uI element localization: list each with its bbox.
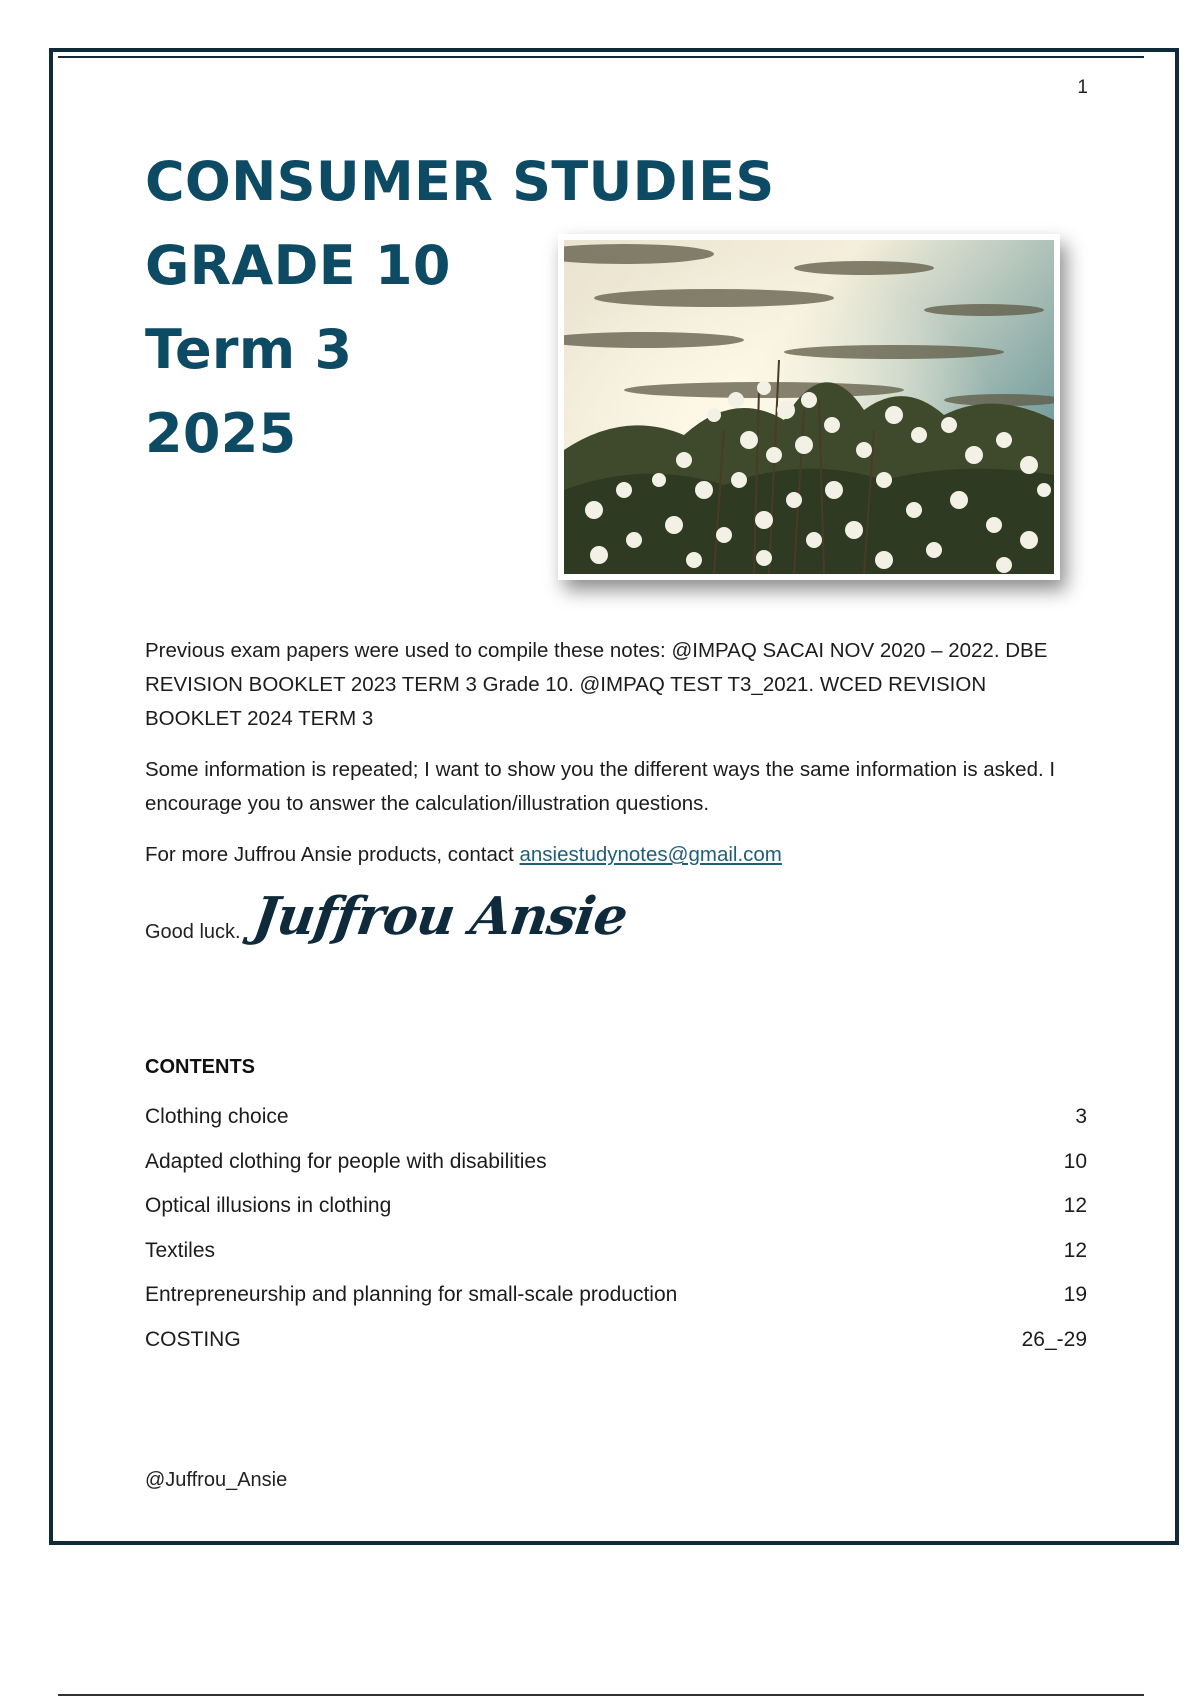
toc-row [145, 1276, 1087, 1321]
toc-title: Textiles [145, 1238, 216, 1262]
good-luck-text: Good luck. [145, 921, 241, 943]
toc-row [145, 1232, 1087, 1277]
toc-row [145, 1321, 1087, 1366]
title-term: Term 3 [145, 318, 353, 381]
toc-row [145, 1143, 1087, 1188]
social-handle: @Juffrou_Ansie [145, 1469, 288, 1491]
toc-title: Entrepreneurship and planning for small-scale production [145, 1283, 678, 1306]
signature: Juffrou Ansie [249, 886, 631, 947]
page-number: 1 [1077, 77, 1088, 98]
cotton-field-photo [558, 234, 1060, 580]
sources-paragraph: Previous exam papers were used to compile these notes: @IMPAQ SACAI NOV 2020 – 2022. DBE REVISION BOOKLET 2023 TERM 3 Grade 10. @IMPAQ TEST T3_2021. WCED REVISION BOOKLET 2024 TERM 3 [145, 639, 1048, 730]
toc-page: 19 [1063, 1283, 1087, 1306]
contact-email-link[interactable]: ansiestudynotes@gmail.com [519, 843, 782, 866]
toc-title: Adapted clothing for people with disabilities [145, 1149, 547, 1173]
toc-page: 12 [1063, 1194, 1087, 1217]
contact-paragraph [145, 838, 1075, 872]
toc-title: COSTING [145, 1327, 241, 1351]
toc-row [145, 1187, 1087, 1232]
border-top-rule [58, 56, 1144, 58]
toc-row [145, 1098, 1087, 1143]
contents-heading: CONTENTS [145, 1056, 255, 1078]
title-year: 2025 [145, 402, 297, 465]
cotton-field-illustration [564, 240, 1054, 574]
toc-title: Optical illusions in clothing [145, 1194, 392, 1217]
title-subject: CONSUMER STUDIES [145, 150, 775, 213]
toc-title: Clothing choice [145, 1105, 289, 1128]
toc-page: 3 [1075, 1105, 1087, 1128]
bottom-rule [58, 1694, 1144, 1696]
toc-page: 10 [1063, 1149, 1087, 1173]
toc-page: 12 [1063, 1238, 1087, 1262]
title-grade: GRADE 10 [145, 234, 451, 297]
contact-prefix: For more Juffrou Ansie products, contact [145, 843, 520, 866]
repetition-note-paragraph: Some information is repeated; I want to show you the different ways the same information is asked. I encourage you to answer the calculation/illustration questions. [145, 758, 1056, 815]
toc-page: 26_-29 [1021, 1327, 1087, 1351]
table-of-contents [145, 1098, 1087, 1365]
